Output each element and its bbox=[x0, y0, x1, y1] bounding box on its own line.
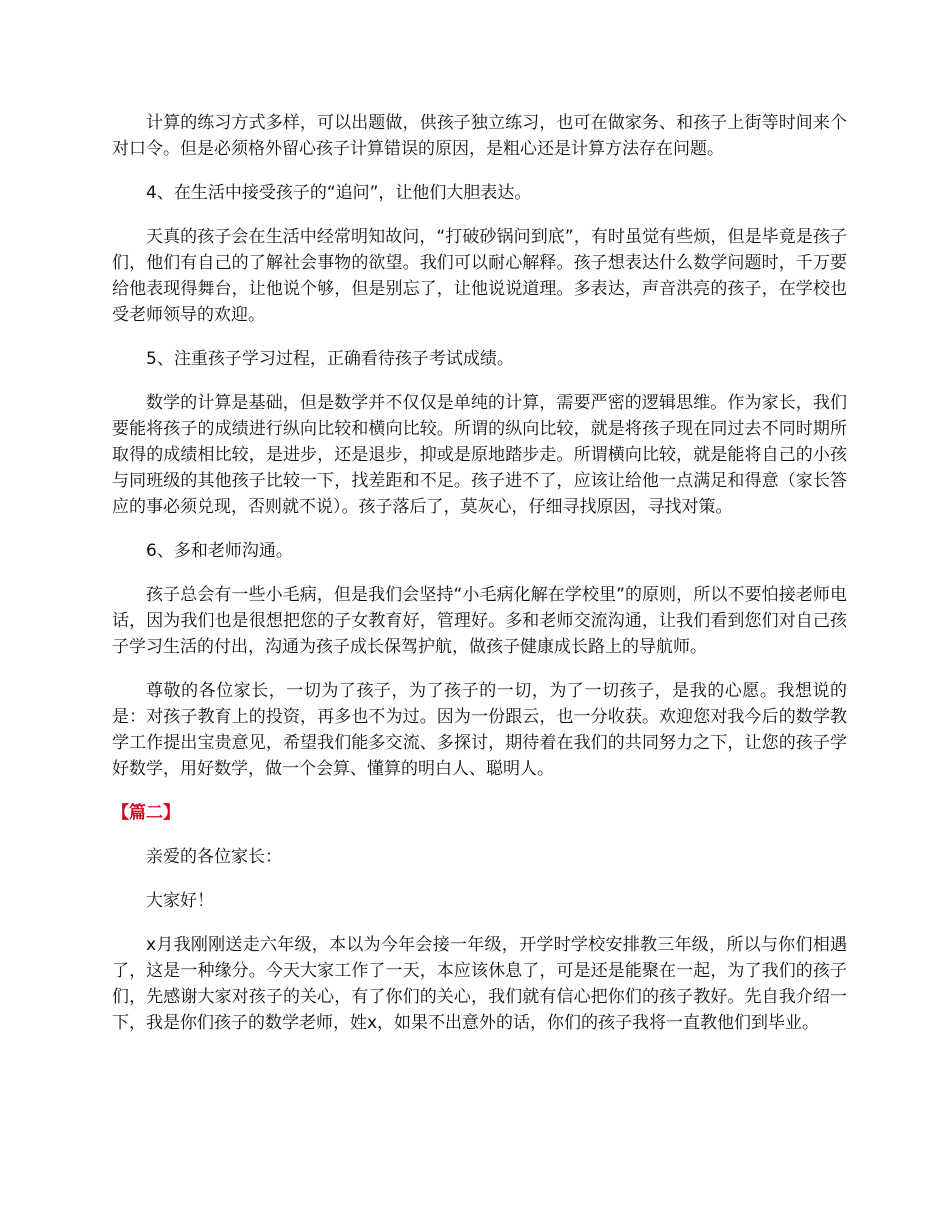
point-6-heading: 6、多和老师沟通。 bbox=[146, 541, 293, 561]
paragraph-learning-process: 数学的计算是基础，但是数学并不仅仅是单纯的计算，需要严密的逻辑思维。作为家长，我们要能将孩子的成绩进行纵向比较和横向比较。所谓的纵向比较，就是将孩子现在同过去不同时期所取得的成绩相比较，是进步，还是退步，抑或是原地踏步走。所谓横向比较，就是能将自己的小孩与同班级的其他孩子比较一下，找差距和不足。孩子进不了，应该让给他一点满足和得意（家长答应的事必须兑现，否则就不说）。孩子落后了，莫灰心，仔细寻找原因，寻找对策。 bbox=[112, 393, 847, 517]
point-4-heading: 4、在生活中接受孩子的“追问”，让他们大胆表达。 bbox=[146, 183, 532, 203]
document-body bbox=[112, 110, 847, 1054]
section-title-part-two: 【篇二】 bbox=[112, 803, 180, 823]
paragraph-calculation-practice: 计算的练习方式多样，可以出题做，供孩子独立练习，也可在做家务、和孩子上街等时间来个对口令。但是必须格外留心孩子计算错误的原因，是粗心还是计算方法存在问题。 bbox=[112, 113, 847, 159]
paragraph-curious-questions: 天真的孩子会在生活中经常明知故问，“打破砂锅问到底”，有时虽觉有些烦，但是毕竟是孩子们，他们有自己的了解社会事物的欲望。我们可以耐心解释。孩子想表达什么数学问题时，千万要给他表现得舞台，让他说个够，但是别忘了，让他说说道理。多表达，声音洪亮的孩子，在学校也受老师领导的欢迎。 bbox=[112, 227, 847, 325]
point-5-heading: 5、注重孩子学习过程，正确看待孩子考试成绩。 bbox=[146, 349, 514, 369]
paragraph-hello-everyone: 大家好！ bbox=[146, 891, 214, 911]
paragraph-self-introduction: x月我刚刚送走六年级，本以为今年会接一年级，开学时学校安排教三年级，所以与你们相遇了，这是一种缘分。今天大家工作了一天，本应该休息了，可是还是能聚在一起，为了我们的孩子们，先感谢大家对孩子的关心，有了你们的关心，我们就有信心把你们的孩子教好。先自我介绍一下，我是你们孩子的数学老师，姓x，如果不出意外的话，你们的孩子我将一直教他们到毕业。 bbox=[112, 935, 847, 1033]
paragraph-greeting-parents: 亲爱的各位家长： bbox=[146, 847, 282, 867]
paragraph-teacher-communication: 孩子总会有一些小毛病，但是我们会坚持“小毛病化解在学校里”的原则，所以不要怕接老师电话，因为我们也是很想把您的子女教育好，管理好。多和老师交流沟通，让我们看到您们对自己孩子学习生活的付出，沟通为孩子成长保驾护航，做孩子健康成长路上的导航师。 bbox=[112, 585, 847, 657]
paragraph-closing-wishes: 尊敬的各位家长，一切为了孩子，为了孩子的一切，为了一切孩子，是我的心愿。我想说的是：对孩子教育上的投资，再多也不为过。因为一份跟云，也一分收获。欢迎您对我今后的数学教学工作提出宝贵意见，希望我们能多交流、多探讨，期待着在我们的共同努力之下，让您的孩子学好数学，用好数学，做一个会算、懂算的明白人、聪明人。 bbox=[112, 681, 847, 779]
